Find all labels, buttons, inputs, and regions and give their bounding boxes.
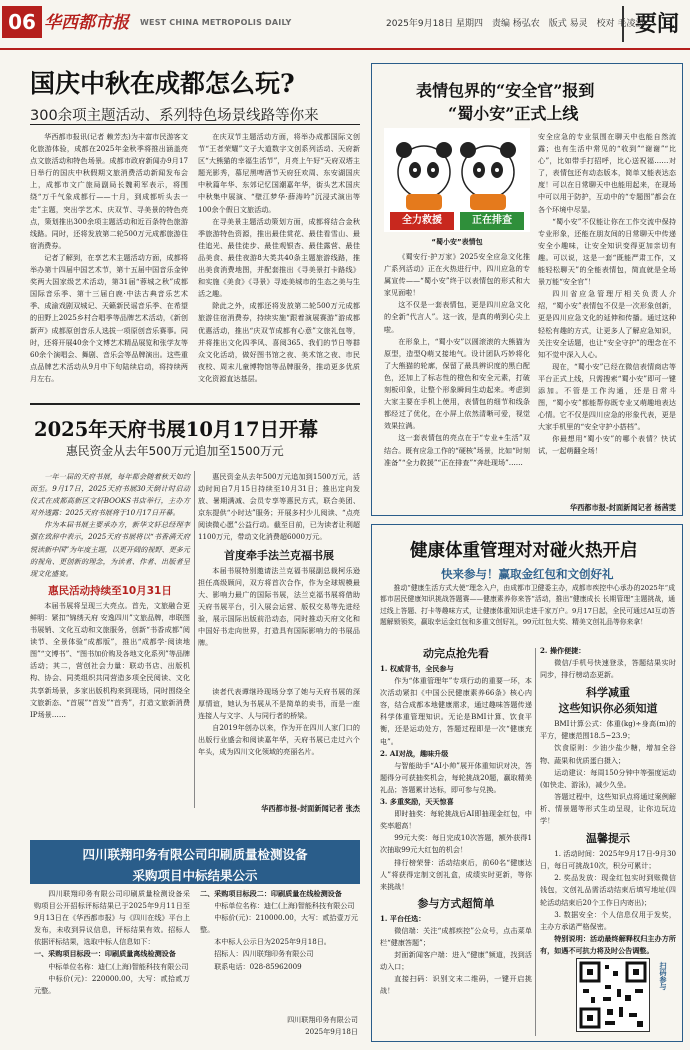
a4-heading3: 科学减重	[586, 686, 630, 700]
a5-title: 四川联翔印务有限公司印刷质量检测设备	[82, 847, 308, 862]
a4-k1: BMI计算公式：体重(kg)÷身高(m)的平方，健康范围18.5~23.9；	[540, 719, 676, 741]
qr-code[interactable]	[576, 958, 650, 1032]
a2-heading1: 惠民活动持续至10月31日	[48, 584, 172, 597]
a4-s3b: 99元大奖：每日完成10次答题，额外获得1次抽取99元大红包的机会！	[380, 833, 532, 855]
a2-col2c: 读者代表谭继玲现场分享了她与天府书展的深厚情谊，她认为书展从不是简单的卖书，而是一座连接人与文字、人与同行者的桥梁。	[198, 686, 360, 720]
section-title: 要闻	[622, 6, 690, 42]
a5-sign-date: 2025年9月18日	[305, 1027, 358, 1036]
a1-col2	[198, 131, 360, 397]
a5-title2: 采购项目中标结果公示	[132, 868, 258, 883]
emoji-caption: “蜀小安”表情包	[431, 238, 483, 246]
a4-s1: 作为“体重管理年”专项行动的重要一环，本次活动紧扣《中国公民健康素养66条》核心内容，结合成都本地健康需求，通过趣味答题传递科学体重管理知识。无论是BMI计算、饮食平衡，还是运动处方，答题过程即是一次“健康充电”。	[380, 676, 532, 746]
a4-s3c: 排行榜荣誉：活动结束后，前60名“健康达人”将获得定制文创礼盒，成绩实时更新，等你来挑战！	[380, 857, 532, 891]
a4-heading1: 动完点抢先看	[423, 647, 489, 660]
a1-p3: 在庆双节主题活动方面，将举办成都国际文创节“王者荣耀”文子大道数字文创系列活动、天府新区“大熊猫的幸福生活节”，月亮上午好“天府双塔主题光影秀，慕尼黑啤酒节天府狂欢周、东安湖国庆中秋篇年华、东郊记忆国潮嘉年华，街头艺术国庆中秋集中展演、“壁江梦华·薛涛吟”沉浸式演出等100余个假日文旅活动。	[198, 132, 360, 214]
a4-j1: 微信端：关注“成都疾控”公众号，点击菜单栏“健康答题”；	[380, 925, 532, 947]
a4-k3: 运动建议：每周150分钟中等强度运动(如快走、游泳)，减少久坐。	[540, 767, 676, 789]
a2-heading2: 首度牵手法兰克福书展	[224, 548, 334, 562]
qr-code-graphic	[577, 959, 649, 1031]
a5-l3: 中标单位名称：迪仁(上海)智能科技有限公司	[214, 901, 355, 911]
a5-p1: 四川联翔印务有限公司印刷质量检测设备采购项目公开招标评标结果已于2025年9月11日至9月13日在《华西都市报》与《四川在线》平台上发布，未收到异议信息，评标结果有效。招标人依据评标结果，选取中标人信息如下：	[34, 889, 190, 947]
a4-col1	[380, 645, 532, 1039]
a4-heading2: 参与方式超简单	[417, 896, 495, 910]
a4-s3-head: 3. 多重奖励，天天惊喜	[380, 797, 454, 807]
a4-s1-head: 1. 权威背书，全民参与	[380, 664, 454, 673]
a3-title: 表情包界的“安全官”报到	[416, 81, 595, 100]
page-number: 06	[2, 6, 42, 38]
a4-intro-box	[380, 583, 675, 643]
a4-j2: 封面新闻客户端：进入“健康”频道，找到活动入口；	[380, 950, 532, 972]
newspaper-logo: 华西都市报	[44, 13, 129, 33]
a4-s2: 与智能助手“AI小帅”展开体重知识对决，答题得分可获抽奖机会，每轮挑战20题，赢取精美礼品；答题累计达标，即可参与兑换。	[380, 760, 532, 794]
a3-p1: 《蜀安行·护万家》2025安全应急文化推广系列活动》正在火热进行中，四川应急的专属宣传——“蜀小安”终于以表情包的形式和大家见面啦！	[384, 252, 530, 298]
emoji-image	[384, 128, 530, 232]
qr-label: 扫码参与	[659, 962, 667, 990]
a3-col1	[384, 251, 530, 499]
a1-p5: 除此之外，成都还将发放第二轮500万元成都旅游住宿消费券，持续实施“跟着演展赛游”游成都优惠活动，推出“庆双节成都有心意”文旅礼包等，并将推出文化四季风、喜阅365、我们的节日等群众文化活动，做好图书馆之夜、美术馆之夜、市民夜校、周末儿童博物馆等品牌服务，推动更多优质文化资源直达基层。	[198, 301, 360, 383]
a4-k2: 饮食原则：少油少盐少糖，增加全谷物、蔬果和优质蛋白摄入；	[540, 743, 676, 765]
a3-col2e: 你最想用“蜀小安”的哪个表情？快试试，一起萌翻全场！	[538, 434, 676, 456]
a4-j4: 微信/手机号快速登录，答题结果实时同步，排行榜动态更新。	[540, 658, 676, 680]
a5-l5: 本中标人公示日为2025年9月18日。	[214, 937, 331, 947]
a3-col2d: 现在，“蜀小安”已经在微信表情商店等平台正式上线，只需搜索“蜀小安”即可一键添加。不管是工作沟通，还是日常斗图，“蜀小安”都能帮你既专业又萌趣地表达心情。它不仅是四川应急的形象代表，更是大家手机里的“安全守护小搭档”。	[538, 361, 676, 432]
a4-col2	[540, 645, 676, 955]
a5-l4: 中标价(元)：210000.00，大写：贰拾壹万元整。	[200, 913, 358, 935]
a2-subtitle: 惠民资金从去年500万元追加至1500万元	[66, 444, 284, 458]
a3-p3: 在形象上，“蜀小安”以圆滚滚的大熊猫为原型，造型Q萌又接地气。设计团队巧妙将化了大熊猫的轮廓，保留了最具辨识度的黑白配色，还加上了标志性的橙色和安全元素，打破刻板印象，让整个形象瞬间生动起来。考虑到大家主要在手机上使用，表情包的细节和线条都经过了优化，在小屏上依然清晰可爱，视觉效果拉满。	[384, 336, 530, 431]
a4-subtitle: 快来参与！赢取金红包和文创好礼	[441, 567, 614, 581]
a3-p2: 这不仅是一套表情包，更是四川应急文化的全新“代言人”。这一波，是真的萌到心尖上啦。	[384, 300, 530, 334]
a5-h2: 二、采购项目标段二：印刷质量在线检测设备	[200, 889, 342, 898]
a4-intro: 推动“健康生活方式大使”理念入户，由成都市卫健委主办，成都市疾控中心承办的2025年“成都市居民健康知识挑战答题赛——健康素养你来答”活动，推出“健康成长 长期管理”主题挑战，通过线上答题、打卡等趣味方式，让健康体重知识走进千家万户。9月17日起，全民可通过AI互动答题解锁领奖，赢取幸运金红包和多重文创好礼，99元红包大奖、精美文创礼品等你来拿！	[380, 584, 675, 626]
a1-rule	[30, 124, 360, 125]
a4-heading3b: 这些知识你必须知道	[558, 702, 658, 716]
a3-col2c: 四川省应急管理厅相关负责人介绍，“蜀小安”表情包不仅是一次形象创新，更是四川应急文化的延伸和传播。通过这种轻松有趣的方式，让更多人了解应急知识，关注安全话题，也让“安全守护”的理念在不知不觉中深入人心。	[538, 289, 676, 359]
a2-col2d: 自2019年创办以来，作为开在四川人家门口的出版行业盛会和阅读嘉年华，天府书展已走过六个年头，成为四川文化领域的亮丽名片。	[198, 722, 360, 757]
a1-subtitle: 300余项主题活动、系列特色场景线路等你来	[30, 108, 319, 124]
a3-col2b: “蜀小安”不仅能让你在工作交流中保持专业形象，还能在朋友间的日常聊天中传递安全小趣味，让安全知识变得更加亲切有趣。可以说，这是一套“既能严肃工作，又能轻松聊天”的全能表情包，简直就是全场景万能“安全官”！	[538, 216, 676, 287]
a4-heading4: 温馨提示	[586, 832, 630, 846]
a4-divider	[535, 648, 536, 1036]
a3-col2	[538, 131, 676, 502]
a5-l1: 中标单位名称：迪仁(上海)智能科技有限公司	[48, 961, 189, 971]
a3-title2: “蜀小安”正式上线	[448, 104, 579, 123]
a4-s2-head: 2. AI对战，趣味升级	[380, 748, 449, 758]
a2-col2b: 本届书展特别邀请法兰克福书展副总裁柯乐逊担任高级顾问，双方将首次合作，作为全球规模最大、影响力最广的国际书展，法兰克福书展将借助天府书展平台，引入展会运营、版权交易等先进经验，展示国际出版前沿动态，同时推动天府文化和中国好书走向世界，打造具有国际影响力的书展品牌。	[198, 565, 360, 648]
a5-h1: 一、采购项目标段一：印刷质量离线检测设备	[34, 949, 176, 959]
a4-w4: 特别说明：活动最终解释权归主办方所有，如遇不可抗力将及时公告调整。	[540, 933, 676, 955]
issue-meta: 2025年9月18日 星期四 责编 杨弘农 版式 易灵 校对 毛凌波	[386, 19, 645, 29]
a4-title: 健康体重管理对对碰火热开启	[410, 541, 638, 561]
a5-l2: 中标价(元)：220000.00，大写：贰拾贰万元整。	[34, 973, 190, 995]
sticker-label-right: 正在排查	[460, 212, 524, 230]
a2-divider	[194, 471, 195, 808]
sticker-label-left: 全力救援	[390, 212, 454, 230]
a5-col2	[200, 888, 358, 1012]
a4-j3: 直接扫码：识别文末二维码，一键开启挑战！	[380, 974, 532, 996]
a5-col1	[34, 888, 190, 1044]
a2-p1: 作为本届书展主要承办方，新华文轩总经理李强在致辞中表示，2025天府书展将以“书香满天府 悦读新中国”为年度主题，以更开阔的视野、更多元的视角、更创新的理念，为读者、作者、出版者呈现文化盛宴。	[30, 520, 190, 578]
a4-w3: 3. 数据安全：个人信息仅用于发奖，主办方承诺严格保密。	[540, 909, 676, 931]
a4-w2: 2. 奖品发放：现金红包实时到账微信钱包，文创礼品需活动结束后填写地址(四轮活动结束后20个工作日内寄出)；	[540, 873, 676, 907]
a1-p1: 华西都市报讯(记者 赖芳杰)为丰富市民游客文化旅游体验，成都在2025年金秋季将推出涵盖亮点文旅活动和特色场景。成都市政府新闻办9月17日举行的国庆中秋假期文旅消费活动新闻发布会上，成都市文广旅局副局长魏莉军表示，将围绕“万千气象成都行——十月，到成都听头去一走”主题，突出学艺术、庆双节、寻美景的特色亮点，策划推出300余项主题活动和近百条特色旅游线路。同时，还将发放第二轮500万元成都旅游住宿消费券。	[30, 132, 188, 250]
a1-p2: 记者了解到，在享艺术主题活动方面，成都将举办第十四届中国艺术节，第十五届中国音乐金钟奖两大国家级艺术活动，第31届“蓉城之秋”成都国际音乐季、第十三届白鹿·中法古典音乐艺术季、成渝戏剧双城记、天籁新民谣音乐季、在希望的田野上2025乡村合唱季等品牌艺术活动，《新创新声》成都原创音乐人选拔一项原创音乐赛事。同时，还将开展40余个文博艺术精品展览和张学友等60余个演唱会、舞剧、音乐会等品牌演出。这些重点品牌艺术活动从9月中下旬陆续启动，将持续两月左右。	[30, 252, 188, 383]
a2-p2: 本届书展将呈现三大亮点。首先，文旅融合更鲜明：紧扣“锦绣天府 安逸四川”文旅品牌，串联图书展销、文化互动和文旅服务，创新“书香成都”阅读节、全景体验“成都版”，推出“成都学·阅读地图”“文博书”、“图书加价购及各地文化系列”等品牌活动；其二，营创社会力量：联动书店、出版机构、协会、同类组织共同营造多项全民阅读、文化共享新场景，多家出版机构来到现场，同时围绕全文旅新态、“首展”“首发”“首秀”，打造文旅新消费IP场景……	[30, 600, 191, 719]
a4-j1-head: 1. 平台任选：	[380, 913, 426, 923]
a2-col2	[198, 471, 360, 811]
a5-sign-company: 四川联翔印务有限公司	[287, 1015, 358, 1024]
a2-col1	[30, 471, 190, 808]
a3-col2a: 安全应急的专业氛围在聊天中也能自然流露；也有生活中常见的“收到”“谢谢”“比心”，比如带手打招呼，比心送祝福……对了，表情包还有动态版本，简单又能表达态度！可以在日常聊天中也能用起来，在现场中可以用于防护，互动中的“专题图”都会在各个环境中尽显。	[538, 132, 676, 214]
a5-l7: 联系电话：028-85962009	[214, 961, 302, 971]
a1-col1	[30, 131, 188, 397]
a5-sign	[200, 1014, 358, 1038]
a4-j4-head: 2. 操作便捷：	[540, 646, 586, 655]
a5-l6: 招标人：四川联翔印务有限公司	[214, 949, 314, 959]
a4-w1: 1. 活动时间：2025年9月17日-9月30日，每日可挑战10次，积分可累计；	[540, 849, 676, 871]
a2-rule	[30, 403, 360, 405]
a1-p4: 在寻美景主题活动策划方面，成都将结合金秋季旅游特色资源，推出最佳赏花、最佳看雪山、最佳追光、最佳徒步、最佳观银杏、最佳露营、最佳品美食、最佳夜游8大类共40条主题旅游线路，推出美食消费地图，并配套推出《寻美景打卡路线》和实施《美食》《寻景》寻迹美城市的生态之美与生活之趣。	[198, 216, 360, 299]
a1-title: 国庆中秋在成都怎么玩?	[30, 69, 295, 98]
a2-col2a: 惠民资金从去年500万元追加到1500万元，活动时间自7月15日持续至10月31日；推出定向发放、暑期满减、会员专享等惠民方式，联合美团、京东提供“小时达”服务；开展多村少儿阅读、“点亮阅读微心愿”公益行动。截至目前，已为读者让利超1100万元，带动文化消费超6000万元。	[198, 472, 360, 542]
page-header	[0, 0, 690, 50]
a3-p4: 这一套表情包的亮点在于“专业+生活”双结合。既有应急工作的“硬核”场景，比如“时刻准备”“全力救援”“正在排查”“奔赴现场”……	[384, 433, 530, 467]
newspaper-logo-en: WEST CHINA METROPOLIS DAILY	[140, 18, 292, 27]
a2-lead: 一年一届的天府书展，每年都会随着秋天如约而至。9月17日，2025天府书展30天倒计时启动仪式在成都高新区文轩BOOKS书店举行，主办方对外透露：2025天府书展将于10月17日开幕。	[30, 472, 190, 518]
a2-byline: 华西都市报-封面新闻记者 张杰	[261, 804, 360, 813]
a5-band	[30, 840, 360, 884]
a3-byline: 华西都市报-封面新闻记者 杨茜雯	[569, 503, 676, 512]
a4-k4: 答题过程中，这些知识点将通过案例解析、情景题等形式生动呈现，让你边玩边学！	[540, 791, 676, 826]
a4-s3: 即时抽奖：每轮挑战后AI即抽现金红包，中奖率超高！	[380, 809, 532, 831]
a2-title: 2025年天府书展10月17日开幕	[34, 418, 319, 441]
